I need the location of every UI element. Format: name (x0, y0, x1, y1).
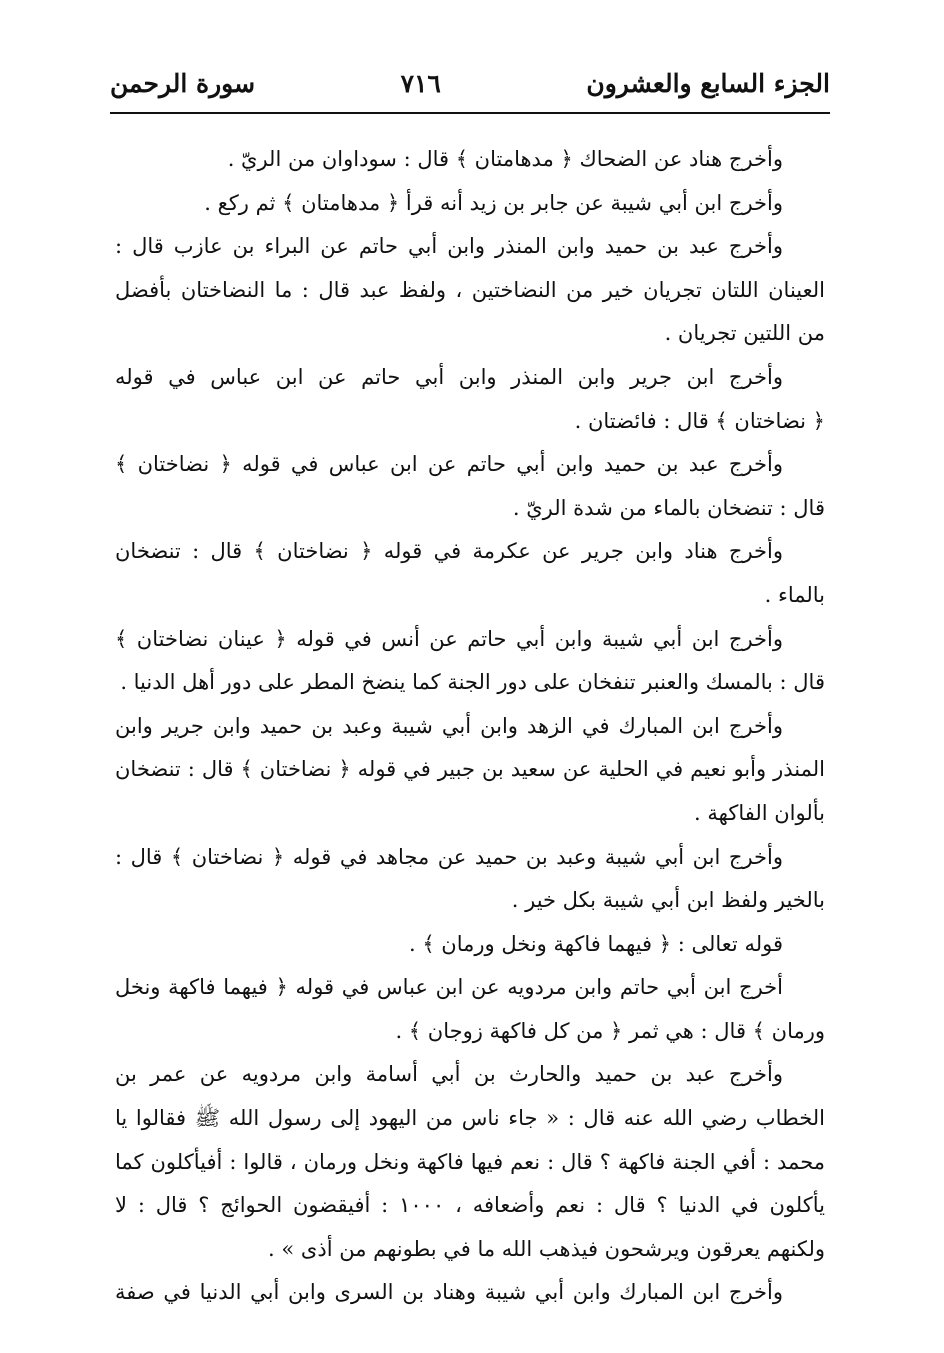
text-line: وأخرج ابن أبي شيبة وعبد بن حميد عن مجاهد في قوله ﴿ نضاختان ﴾ قال : (115, 844, 783, 869)
text-line: وأخرج هناد وابن جرير عن عكرمة في قوله ﴿ نضاختان ﴾ قال : تنضخان (115, 539, 783, 564)
surah-title: سورة الرحمن (110, 68, 256, 98)
text-line: وأخرج عبد بن حميد والحارث بن أبي أسامة وابن مردويه عن عمر بن (115, 1062, 783, 1087)
text-line: وأخرج عبد بن حميد وابن أبي حاتم عن ابن عباس في قوله ﴿ نضاختان ﴾ (115, 452, 783, 477)
text-line: بالخير ولفظ ابن أبي شيبة بكل خير . (511, 888, 825, 913)
text-line: وأخرج ابن جرير وابن المنذر وابن أبي حاتم عن ابن عباس في قوله (115, 364, 783, 389)
page-header (110, 52, 830, 114)
text-line: من اللتين تجريان . (664, 321, 825, 346)
page-number: ٧١٦ (400, 68, 441, 98)
text-line: ورمان ﴾ قال : هي ثمر ﴿ من كل فاكهة زوجان ﴾ . (395, 1018, 825, 1043)
text-line: وأخرج عبد بن حميد وابن المنذر وابن أبي حاتم عن البراء بن عازب قال : (115, 234, 783, 259)
text-line: وأخرج ابن المبارك في الزهد وابن أبي شيبة وعبد بن حميد وابن جرير وابن (115, 713, 783, 738)
page-body (115, 138, 825, 1315)
text-line: وأخرج ابن المبارك وابن أبي شيبة وهناد بن السرى وابن أبي الدنيا في صفة (115, 1280, 783, 1305)
text-line: الخطاب رضي الله عنه قال : « جاء ناس من اليهود إلى رسول الله ﷺ فقالوا يا (115, 1106, 825, 1131)
text-line: وأخرج ابن أبي شيبة عن جابر بن زيد أنه قرأ ﴿ مدهامتان ﴾ ثم ركع . (204, 190, 783, 215)
text-line: يأكلون في الدنيا ؟ قال : نعم وأضعافه ، ١٠٠٠ : أفيقضون الحوائج ؟ قال : لا (115, 1193, 825, 1218)
text-line: بألوان الفاكهة . (694, 800, 825, 825)
text-line: بالماء . (764, 582, 825, 607)
juz-title: الجزء السابع والعشرون (586, 68, 830, 98)
text-line: وأخرج هناد عن الضحاك ﴿ مدهامتان ﴾ قال : سوداوان من الريّ . (227, 147, 783, 171)
header-rule (110, 112, 830, 114)
text-line: قال : تنضخان بالماء من شدة الريّ . (512, 495, 825, 520)
text-line: ﴿ نضاختان ﴾ قال : فائضتان . (574, 408, 825, 433)
text-line: ولكنهم يعرقون ويرشحون فيذهب الله ما في بطونهم من أذى » . (268, 1236, 825, 1261)
text-line: محمد : أفي الجنة فاكهة ؟ قال : نعم فيها فاكهة ونخل ورمان ، قالوا : أفيأكلون كما (115, 1149, 825, 1174)
text-line: قال : بالمسك والعنبر تنفخان على دور الجنة كما ينضخ المطر على دور أهل الدنيا . (120, 670, 825, 695)
text-line: وأخرج ابن أبي شيبة وابن أبي حاتم عن أنس في قوله ﴿ عينان نضاختان ﴾ (115, 626, 783, 651)
text-line: العينان اللتان تجريان خير من النضاختين ، ولفظ عبد قال : ما النضاختان بأفضل (115, 277, 825, 302)
text-line: قوله تعالى : ﴿ فيهما فاكهة ونخل ورمان ﴾ . (408, 931, 783, 956)
text-line: أخرج ابن أبي حاتم وابن مردويه عن ابن عباس في قوله ﴿ فيهما فاكهة ونخل (115, 975, 783, 1000)
text-line: المنذر وأبو نعيم في الحلية عن سعيد بن جبير في قوله ﴿ نضاختان ﴾ قال : تنضخان (115, 757, 825, 782)
